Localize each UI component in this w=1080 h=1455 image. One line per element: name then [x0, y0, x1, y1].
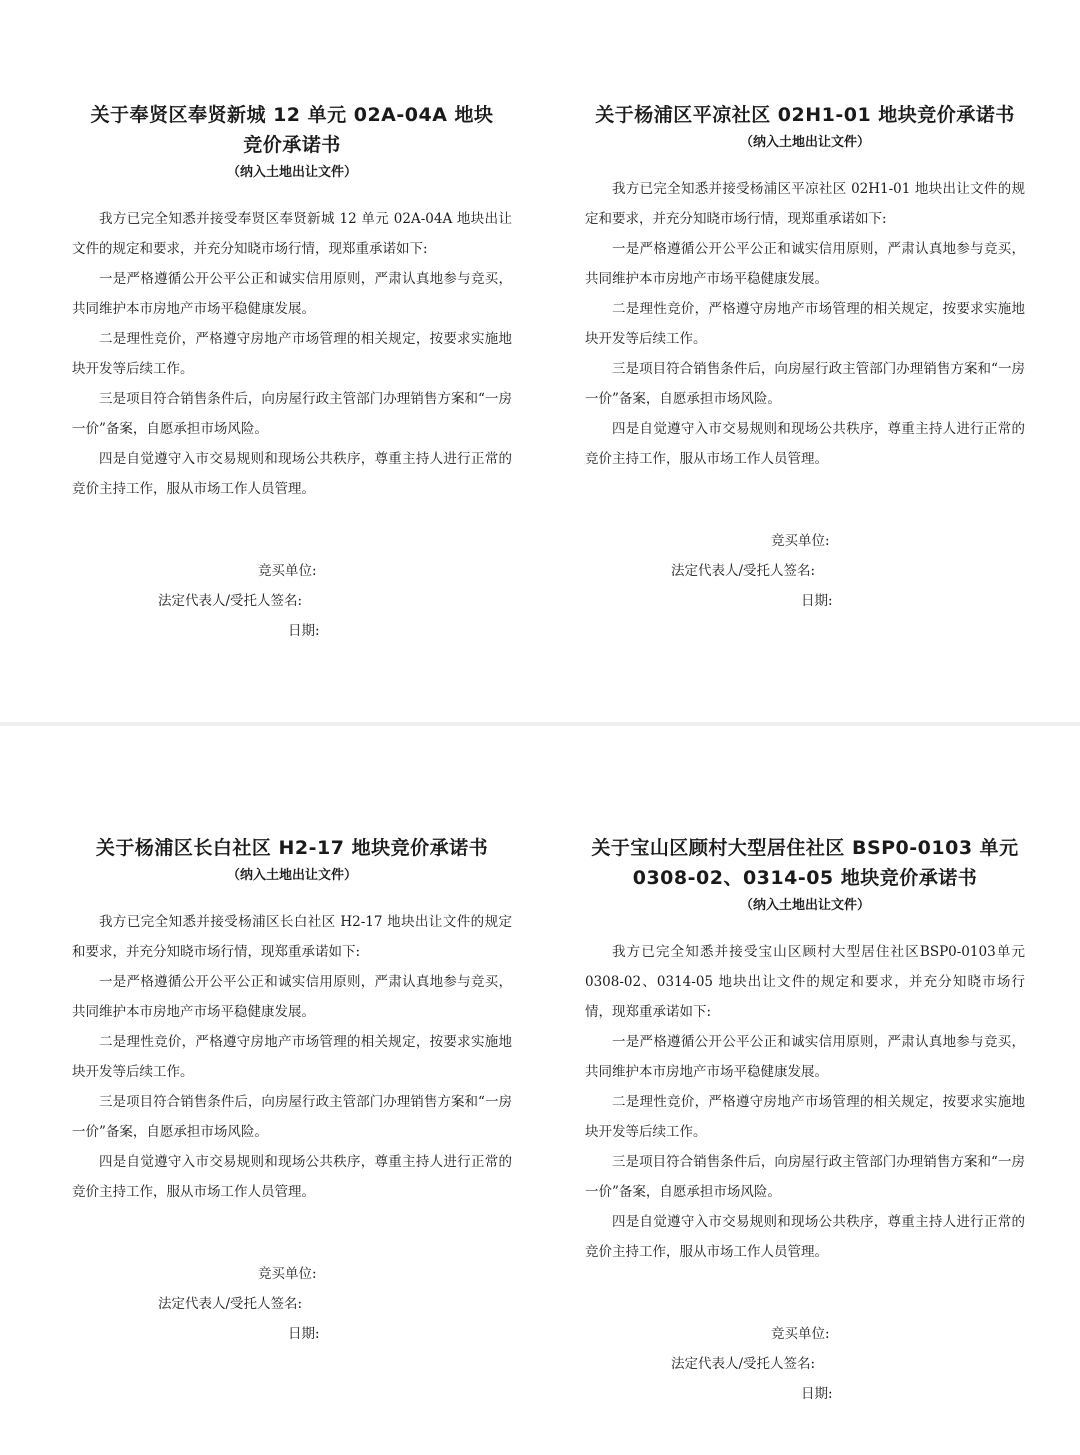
doc-point-2: 二是理性竞价，严格遵守房地产市场管理的相关规定，按要求实施地块开发等后续工作。 — [585, 301, 1025, 347]
doc-title-line1: 关于奉贤区奉贤新城 12 单元 02A-04A 地块 — [90, 104, 494, 126]
sign-date-label: 日期: — [288, 623, 320, 639]
doc-point-1: 一是严格遵循公开公平公正和诚实信用原则，严肃认真地参与竞买，共同维护本市房地产市场平稳健康发展。 — [72, 271, 512, 317]
doc-subtitle: （纳入土地出让文件） — [739, 898, 870, 913]
doc-point-4: 四是自觉遵守入市交易规则和现场公共秩序，尊重主持人进行正常的竞价主持工作，服从市场工作人员管理。 — [72, 451, 512, 497]
signature-block — [585, 526, 1025, 616]
doc-intro: 我方已完全知悉并接受宝山区顾村大型居住社区BSP0-0103单元 0308-02、0314-05 地块出让文件的规定和要求，并充分知晓市场行情，现郑重承诺如下: — [585, 944, 1025, 1020]
sign-unit-label: 竞买单位: — [258, 563, 317, 579]
sign-date-label: 日期: — [288, 1326, 320, 1342]
sign-unit-label: 竞买单位: — [771, 533, 830, 549]
signature-block — [72, 1259, 512, 1349]
sign-rep-label: 法定代表人/受托人签名: — [671, 1356, 816, 1372]
commitment-letter-gucun — [585, 833, 1025, 1409]
doc-point-1: 一是严格遵循公开公平公正和诚实信用原则，严肃认真地参与竞买，共同维护本市房地产市场平稳健康发展。 — [585, 241, 1025, 287]
doc-intro: 我方已完全知悉并接受杨浦区长白社区 H2-17 地块出让文件的规定和要求，并充分知晓市场行情，现郑重承诺如下: — [72, 914, 512, 960]
sign-rep-label: 法定代表人/受托人签名: — [158, 593, 303, 609]
signature-block — [72, 556, 512, 646]
doc-point-3: 三是项目符合销售条件后，向房屋行政主管部门办理销售方案和“一房一价”备案，自愿承担市场风险。 — [585, 1154, 1025, 1200]
doc-title-line1: 关于杨浦区长白社区 H2-17 地块竞价承诺书 — [95, 837, 489, 859]
page-divider — [0, 722, 1080, 726]
sign-rep-label: 法定代表人/受托人签名: — [671, 563, 816, 579]
sign-date-label: 日期: — [801, 1386, 833, 1402]
doc-title-line2: 0308-02、0314-05 地块竞价承诺书 — [632, 867, 978, 889]
doc-point-1: 一是严格遵循公开公平公正和诚实信用原则，严肃认真地参与竞买，共同维护本市房地产市场平稳健康发展。 — [585, 1034, 1025, 1080]
sign-unit-label: 竞买单位: — [771, 1326, 830, 1342]
doc-point-2: 二是理性竞价，严格遵守房地产市场管理的相关规定，按要求实施地块开发等后续工作。 — [585, 1094, 1025, 1140]
doc-point-3: 三是项目符合销售条件后，向房屋行政主管部门办理销售方案和“一房一价”备案，自愿承担市场风险。 — [72, 1094, 512, 1140]
doc-point-4: 四是自觉遵守入市交易规则和现场公共秩序，尊重主持人进行正常的竞价主持工作，服从市场工作人员管理。 — [72, 1154, 512, 1200]
doc-point-3: 三是项目符合销售条件后，向房屋行政主管部门办理销售方案和“一房一价”备案，自愿承担市场风险。 — [72, 391, 512, 437]
commitment-letter-pingliang — [585, 100, 1025, 616]
doc-intro: 我方已完全知悉并接受杨浦区平凉社区 02H1-01 地块出让文件的规定和要求，并充分知晓市场行情，现郑重承诺如下: — [585, 181, 1025, 227]
doc-point-4: 四是自觉遵守入市交易规则和现场公共秩序，尊重主持人进行正常的竞价主持工作，服从市场工作人员管理。 — [585, 421, 1025, 467]
doc-subtitle: （纳入土地出让文件） — [739, 135, 870, 150]
doc-subtitle: （纳入土地出让文件） — [226, 165, 357, 180]
doc-point-4: 四是自觉遵守入市交易规则和现场公共秩序，尊重主持人进行正常的竞价主持工作，服从市场工作人员管理。 — [585, 1214, 1025, 1260]
doc-point-1: 一是严格遵循公开公平公正和诚实信用原则，严肃认真地参与竞买，共同维护本市房地产市场平稳健康发展。 — [72, 974, 512, 1020]
doc-intro: 我方已完全知悉并接受奉贤区奉贤新城 12 单元 02A-04A 地块出让文件的规定和要求，并充分知晓市场行情，现郑重承诺如下: — [72, 211, 512, 257]
commitment-letter-fengxian — [72, 100, 512, 646]
doc-title-line2: 竞价承诺书 — [243, 134, 341, 156]
doc-subtitle: （纳入土地出让文件） — [226, 868, 357, 883]
doc-point-2: 二是理性竞价，严格遵守房地产市场管理的相关规定，按要求实施地块开发等后续工作。 — [72, 1034, 512, 1080]
sign-date-label: 日期: — [801, 593, 833, 609]
commitment-letter-changbai — [72, 833, 512, 1349]
signature-block — [585, 1319, 1025, 1409]
sign-rep-label: 法定代表人/受托人签名: — [158, 1296, 303, 1312]
doc-point-2: 二是理性竞价，严格遵守房地产市场管理的相关规定，按要求实施地块开发等后续工作。 — [72, 331, 512, 377]
sign-unit-label: 竞买单位: — [258, 1266, 317, 1282]
doc-title-line1: 关于杨浦区平凉社区 02H1-01 地块竞价承诺书 — [595, 104, 1015, 126]
doc-title-line1: 关于宝山区顾村大型居住社区 BSP0-0103 单元 — [591, 837, 1019, 859]
doc-point-3: 三是项目符合销售条件后，向房屋行政主管部门办理销售方案和“一房一价”备案，自愿承担市场风险。 — [585, 361, 1025, 407]
